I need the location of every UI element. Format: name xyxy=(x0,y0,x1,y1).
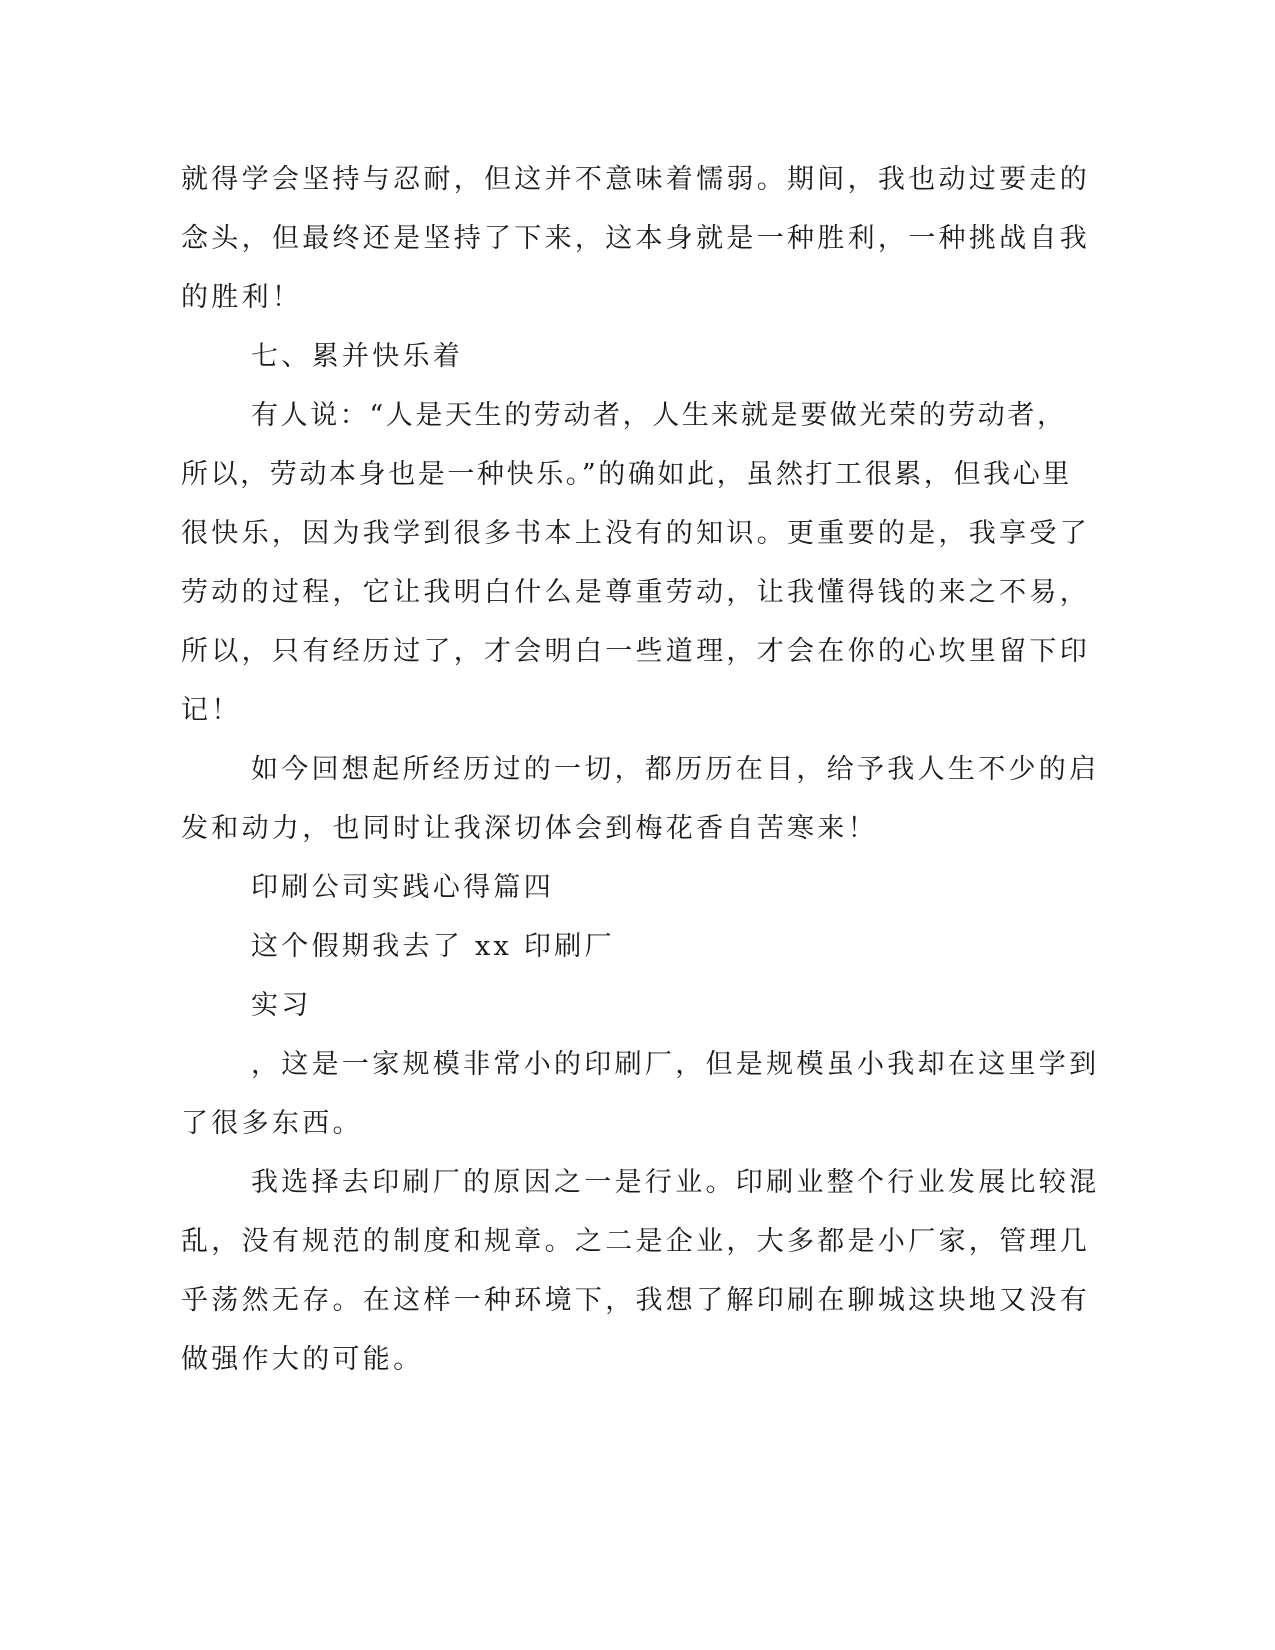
paragraph-line: 如今回想起所经历过的一切，都历历在目，给予我人生不少的启 xyxy=(251,754,1100,785)
paragraph-line: 记！ xyxy=(181,695,242,726)
section-heading: 七、累并快乐着 xyxy=(251,341,464,372)
paragraph-line: 这个假期我去了 xx 印刷厂 xyxy=(251,931,615,962)
paragraph-line: 所以，劳动本身也是一种快乐。”的确如此，虽然打工很累，但我心里 xyxy=(181,459,1072,490)
paragraph-line: 乱，没有规范的制度和规章。之二是企业，大多都是小厂家，管理几 xyxy=(181,1226,1090,1257)
paragraph-line: 念头，但最终还是坚持了下来，这本身就是一种胜利，一种挑战自我 xyxy=(181,223,1090,254)
paragraph-line: 我选择去印刷厂的原因之一是行业。印刷业整个行业发展比较混 xyxy=(251,1167,1100,1198)
paragraph-line: 实习 xyxy=(251,990,312,1021)
paragraph-line: 有人说：“人是天生的劳动者，人生来就是要做光荣的劳动者， xyxy=(251,400,1067,431)
paragraph-line: 的胜利！ xyxy=(181,282,303,313)
paragraph-line: 了很多东西。 xyxy=(181,1108,363,1139)
article-title: 印刷公司实践心得篇四 xyxy=(251,872,554,903)
paragraph-line: 乎荡然无存。在这样一种环境下，我想了解印刷在聊城这块地又没有 xyxy=(181,1285,1090,1316)
paragraph-line: 发和动力，也同时让我深切体会到梅花香自苦寒来！ xyxy=(181,813,878,844)
paragraph-line: 做强作大的可能。 xyxy=(181,1344,424,1375)
paragraph-line: 很快乐，因为我学到很多书本上没有的知识。更重要的是，我享受了 xyxy=(181,518,1090,549)
paragraph-line: ，这是一家规模非常小的印刷厂，但是规模虽小我却在这里学到 xyxy=(251,1049,1100,1080)
paragraph-line: 就得学会坚持与忍耐，但这并不意味着懦弱。期间，我也动过要走的 xyxy=(181,164,1090,195)
paragraph-line: 所以，只有经历过了，才会明白一些道理，才会在你的心坎里留下印 xyxy=(181,636,1090,667)
paragraph-line: 劳动的过程，它让我明白什么是尊重劳动，让我懂得钱的来之不易， xyxy=(181,577,1090,608)
